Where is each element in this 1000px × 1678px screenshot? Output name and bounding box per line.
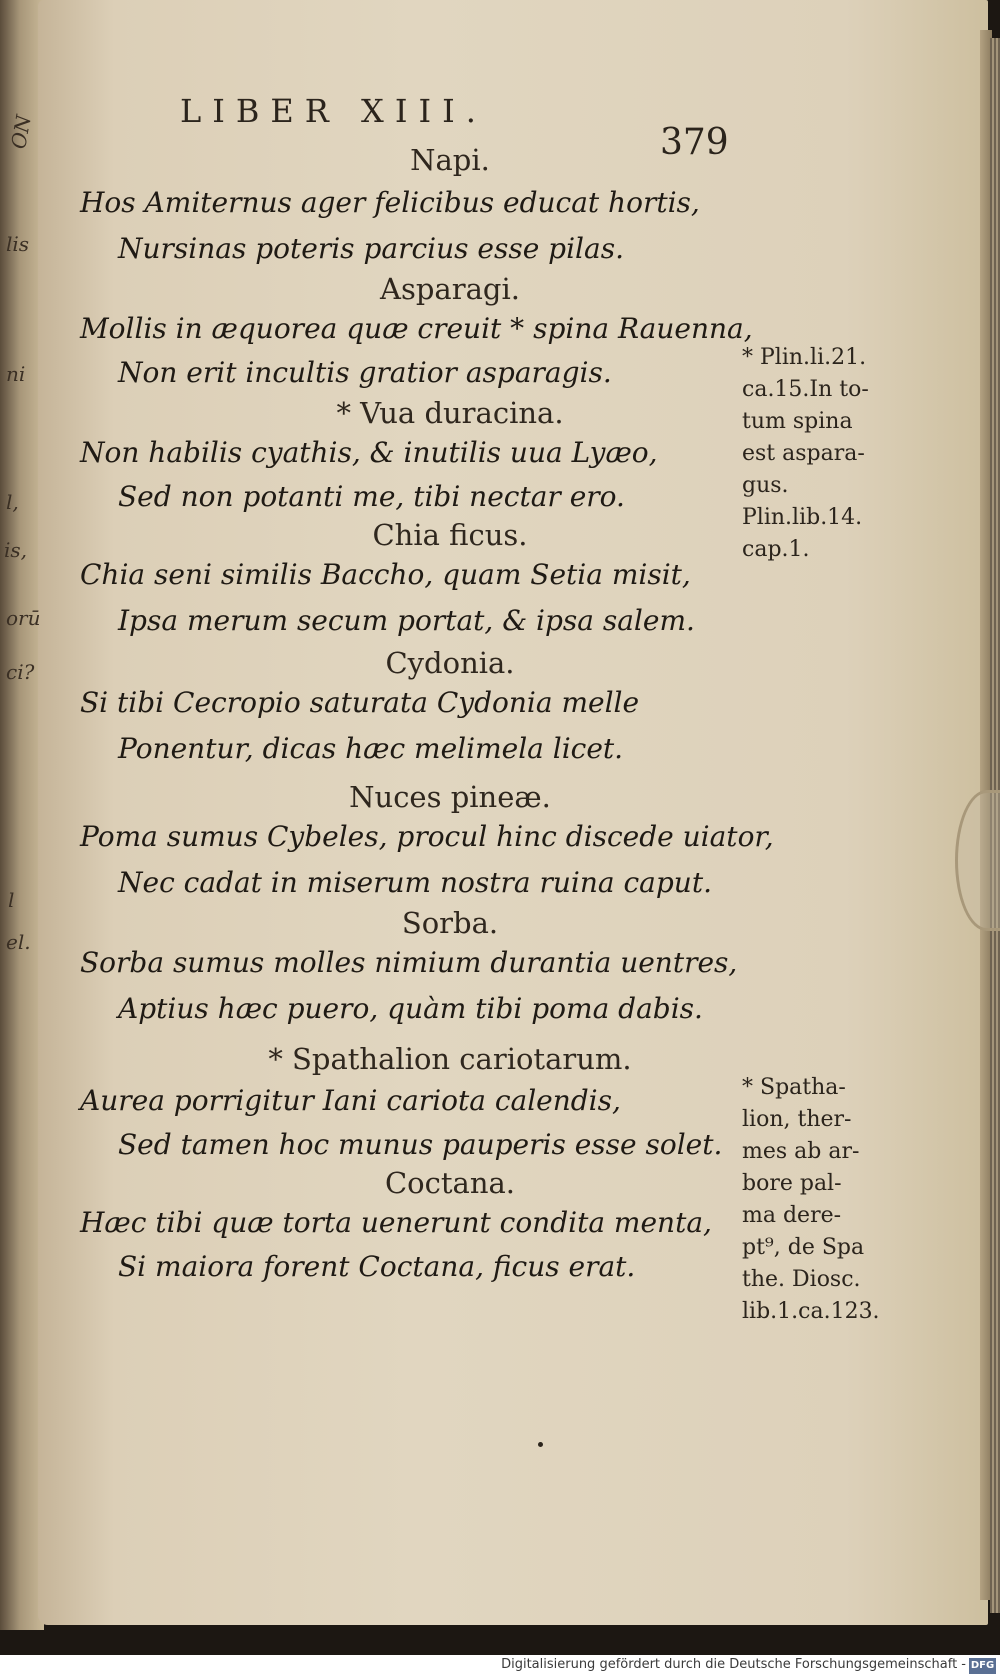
verse-line: Aurea porrigitur Iani cariota calendis,	[80, 1084, 621, 1117]
verse-line: Ponentur, dicas hæc melimela licet.	[118, 732, 624, 765]
poem-title: Coctana.	[384, 1166, 516, 1200]
verse-line: Hæc tibi quæ torta uenerunt condita menta,	[80, 1206, 712, 1239]
verse-line: Nec cadat in miserum nostra ruina caput.	[118, 866, 712, 899]
margin-bleed-text: l,	[6, 490, 19, 514]
margin-bleed-text: orū	[6, 606, 41, 630]
digitization-banner	[0, 1655, 1000, 1678]
verse-line: Ipsa merum secum portat, & ipsa salem.	[118, 604, 695, 637]
verse-line: Hos Amiternus ager felicibus educat hortis,	[80, 186, 700, 219]
verse-line: Si tibi Cecropio saturata Cydonia melle	[80, 686, 640, 719]
verse-line: Sed tamen hoc munus pauperis esse solet.	[118, 1128, 723, 1161]
poem-title: Sorba.	[401, 906, 499, 940]
verse-line: Aptius hæc puero, quàm tibi poma dabis.	[118, 992, 703, 1025]
margin-bleed-text: ni	[6, 362, 26, 386]
poem-title: Napi.	[410, 143, 490, 177]
verse-line: Non erit incultis gratior asparagis.	[118, 356, 612, 389]
margin-bleed-text: l	[8, 888, 15, 912]
verse-line: Nursinas poteris parcius esse pilas.	[118, 232, 624, 265]
poem-title: Chia ficus.	[372, 518, 528, 552]
verse-line: Chia seni similis Baccho, quam Setia misit,	[80, 558, 691, 591]
dfg-logo: DFG	[969, 1658, 996, 1674]
poem-title: Asparagi.	[380, 272, 520, 306]
side-note: * Spatha- lion, ther- mes ab ar- bore pal- ma dere- pt⁹, de Spa the. Diosc. lib.1.ca.123.	[742, 1075, 880, 1324]
margin-bleed-text: ON	[6, 113, 36, 151]
poem-title: * Vua duracina.	[336, 396, 564, 430]
funding-credit: Digitalisierung gefördert durch die Deutsche Forschungsgemeinschaft -	[501, 1657, 966, 1672]
side-note: * Plin.li.21. ca.15.In to- tum spina est aspara- gus. Plin.lib.14. cap.1.	[742, 345, 869, 562]
ink-dot	[538, 1442, 543, 1447]
verse-line: Mollis in æquorea quæ creuit * spina Rauenna,	[80, 312, 753, 345]
running-title: LIBER XIII.	[180, 92, 487, 130]
margin-bleed-text: lis	[6, 232, 30, 256]
poem-title: Cydonia.	[385, 646, 515, 680]
page-number: 379	[660, 122, 729, 163]
margin-bleed-text: ci?	[6, 660, 35, 684]
margin-bleed-text: el.	[6, 930, 31, 954]
poem-title: * Spathalion cariotarum.	[268, 1042, 632, 1076]
verse-line: Poma sumus Cybeles, procul hinc discede uiator,	[80, 820, 774, 853]
margin-bleed-text: is,	[4, 538, 28, 562]
verse-line: Si maiora forent Coctana, ficus erat.	[118, 1250, 636, 1283]
verse-line: Non habilis cyathis, & inutilis uua Lyæo,	[80, 436, 658, 469]
verse-line: Sorba sumus molles nimium durantia uentres,	[80, 946, 738, 979]
poem-title: Nuces pineæ.	[349, 780, 551, 814]
verse-line: Sed non potanti me, tibi nectar ero.	[118, 480, 625, 513]
